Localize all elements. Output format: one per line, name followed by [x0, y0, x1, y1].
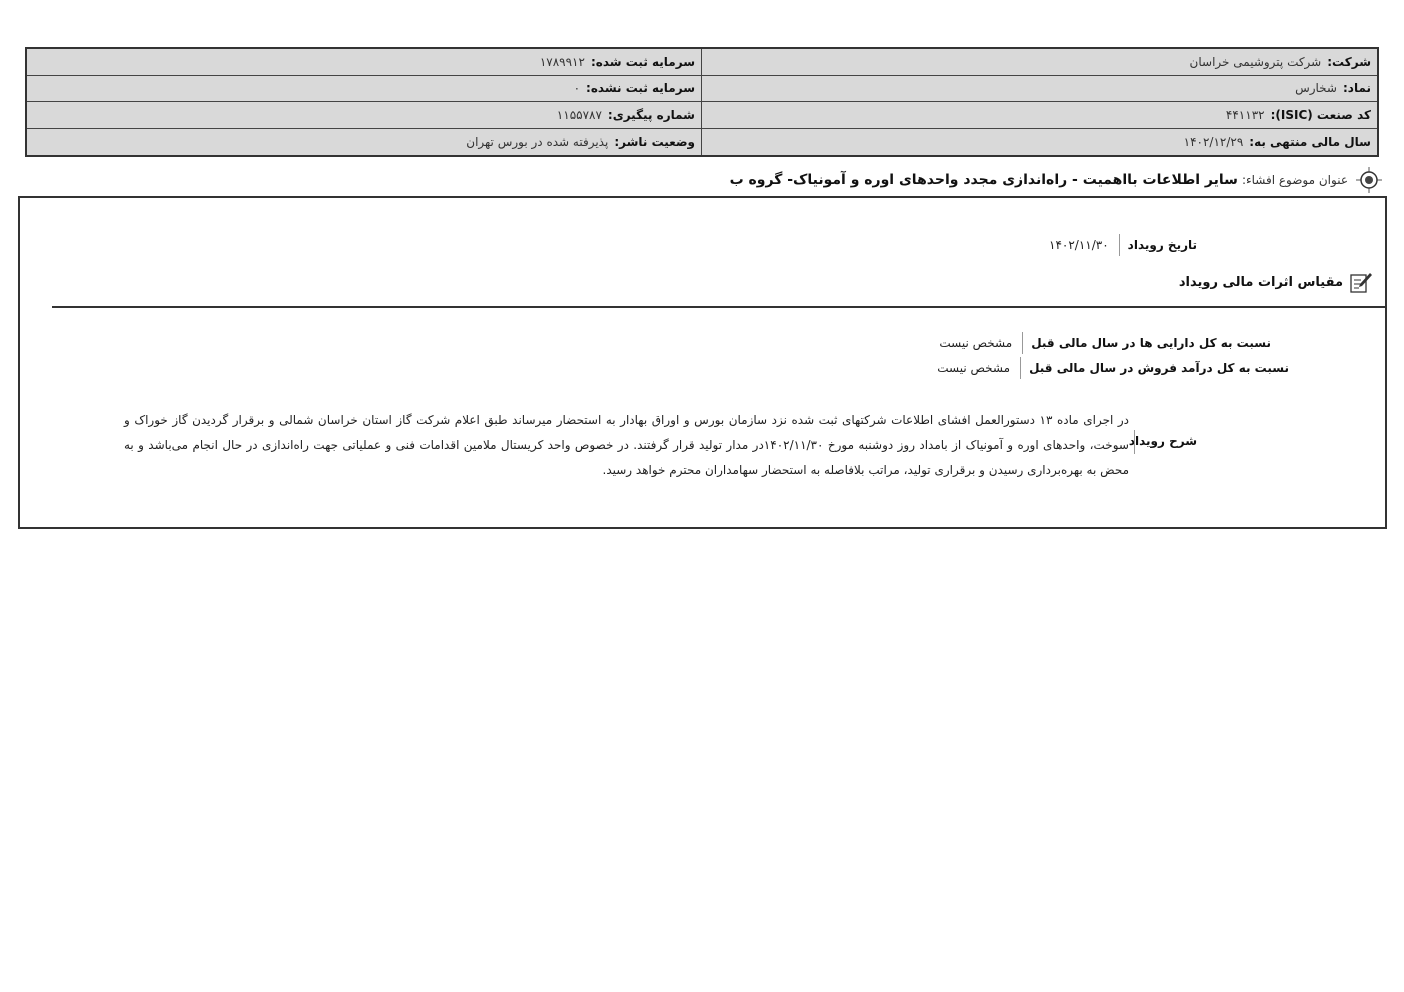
ratio-sales-separator	[1020, 357, 1021, 379]
publisher-status-cell	[27, 129, 701, 156]
isic-cell	[701, 102, 1377, 129]
financial-impact-heading	[1179, 270, 1373, 294]
fiscal-year-value: ۱۴۰۲/۱۲/۲۹	[1183, 134, 1244, 149]
company-info-table	[25, 47, 1379, 157]
event-description-text: در اجرای ماده ۱۳ دستورالعمل افشای اطلاعات شرکتهای ثبت شده نزد سازمان بورس و اوراق بهادار به استحضار میرساند طبق اعلام شرکت گاز استان خراسان شمالی و برقرار گردیدن گاز خوراک و سوخت، واحدهای اوره و آمونیاک از بامداد روز دوشنبه مورخ ۱۴۰۲/۱۱/۳۰در مدار تولید قرار گرفتند. در خصوص واحد کریستال ملامین اقدامات فنی و عملیاتی جهت راه‌اندازی در حال انجام می‌باشد و به محض به بهره‌برداری رسیدن و برقراری تولید، مراتب بلافاصله به استحضار سهامداران محترم خواهد رسید.	[124, 413, 1130, 477]
isic-label: کد صنعت (ISIC):	[1270, 107, 1371, 122]
fiscal-year-label: سال مالی منتهی به:	[1249, 134, 1371, 149]
tracking-number-cell	[27, 102, 701, 129]
ratio-assets-row	[939, 332, 1271, 354]
event-date-value: ۱۴۰۲/۱۱/۳۰	[1049, 238, 1109, 252]
fiscal-year-cell	[701, 129, 1377, 156]
registered-capital-label: سرمایه ثبت شده:	[590, 54, 695, 69]
registered-capital-cell	[27, 49, 701, 76]
subject-value: سایر اطلاعات بااهمیت - راه‌اندازی مجدد واحدهای اوره و آمونیاک- گروه ب	[729, 172, 1238, 188]
unregistered-capital-label: سرمایه ثبت نشده:	[586, 81, 695, 96]
subject-label: عنوان موضوع افشاء:	[1241, 173, 1348, 187]
company-label: شرکت:	[1327, 54, 1371, 69]
unregistered-capital-cell	[27, 76, 701, 103]
ratio-sales-label: نسبت به کل درآمد فروش در سال مالی قبل	[1029, 361, 1289, 375]
event-details-box	[18, 196, 1387, 529]
ratio-assets-value: مشخص نیست	[939, 336, 1013, 350]
event-date-row	[1049, 234, 1197, 256]
publisher-status-label: وضعیت ناشر:	[614, 134, 695, 149]
company-cell	[701, 49, 1377, 76]
event-date-separator	[1119, 234, 1120, 256]
unregistered-capital-value: ۰	[573, 81, 581, 96]
ratio-sales-row	[937, 357, 1289, 379]
company-value: شرکت پتروشیمی خراسان	[1189, 54, 1322, 69]
financial-impact-title: مقیاس اثرات مالی رویداد	[1178, 274, 1343, 290]
registered-capital-value: ۱۷۸۹۹۱۲	[539, 54, 585, 69]
symbol-label: نماد:	[1342, 81, 1371, 96]
event-date-label: تاریخ رویداد	[1127, 238, 1197, 252]
ratio-sales-value: مشخص نیست	[937, 361, 1011, 375]
tracking-number-value: ۱۱۵۵۷۸۷	[556, 107, 602, 122]
tracking-number-label: شماره پیگیری:	[607, 107, 695, 122]
isic-value: ۴۴۱۱۳۲	[1225, 107, 1265, 122]
symbol-cell	[701, 76, 1377, 103]
target-icon	[1356, 167, 1382, 193]
symbol-value: شخارس	[1295, 81, 1337, 96]
publisher-status-value: پذیرفته شده در بورس تهران	[466, 134, 609, 149]
ratio-assets-label: نسبت به کل دارایی ها در سال مالی قبل	[1031, 336, 1271, 350]
event-description-label: شرح رویداد	[1128, 434, 1197, 448]
edit-note-icon	[1349, 270, 1373, 294]
ratio-assets-separator	[1022, 332, 1023, 354]
event-description-separator	[1134, 430, 1135, 454]
section-divider	[52, 306, 1385, 308]
disclosure-subject	[730, 166, 1382, 194]
